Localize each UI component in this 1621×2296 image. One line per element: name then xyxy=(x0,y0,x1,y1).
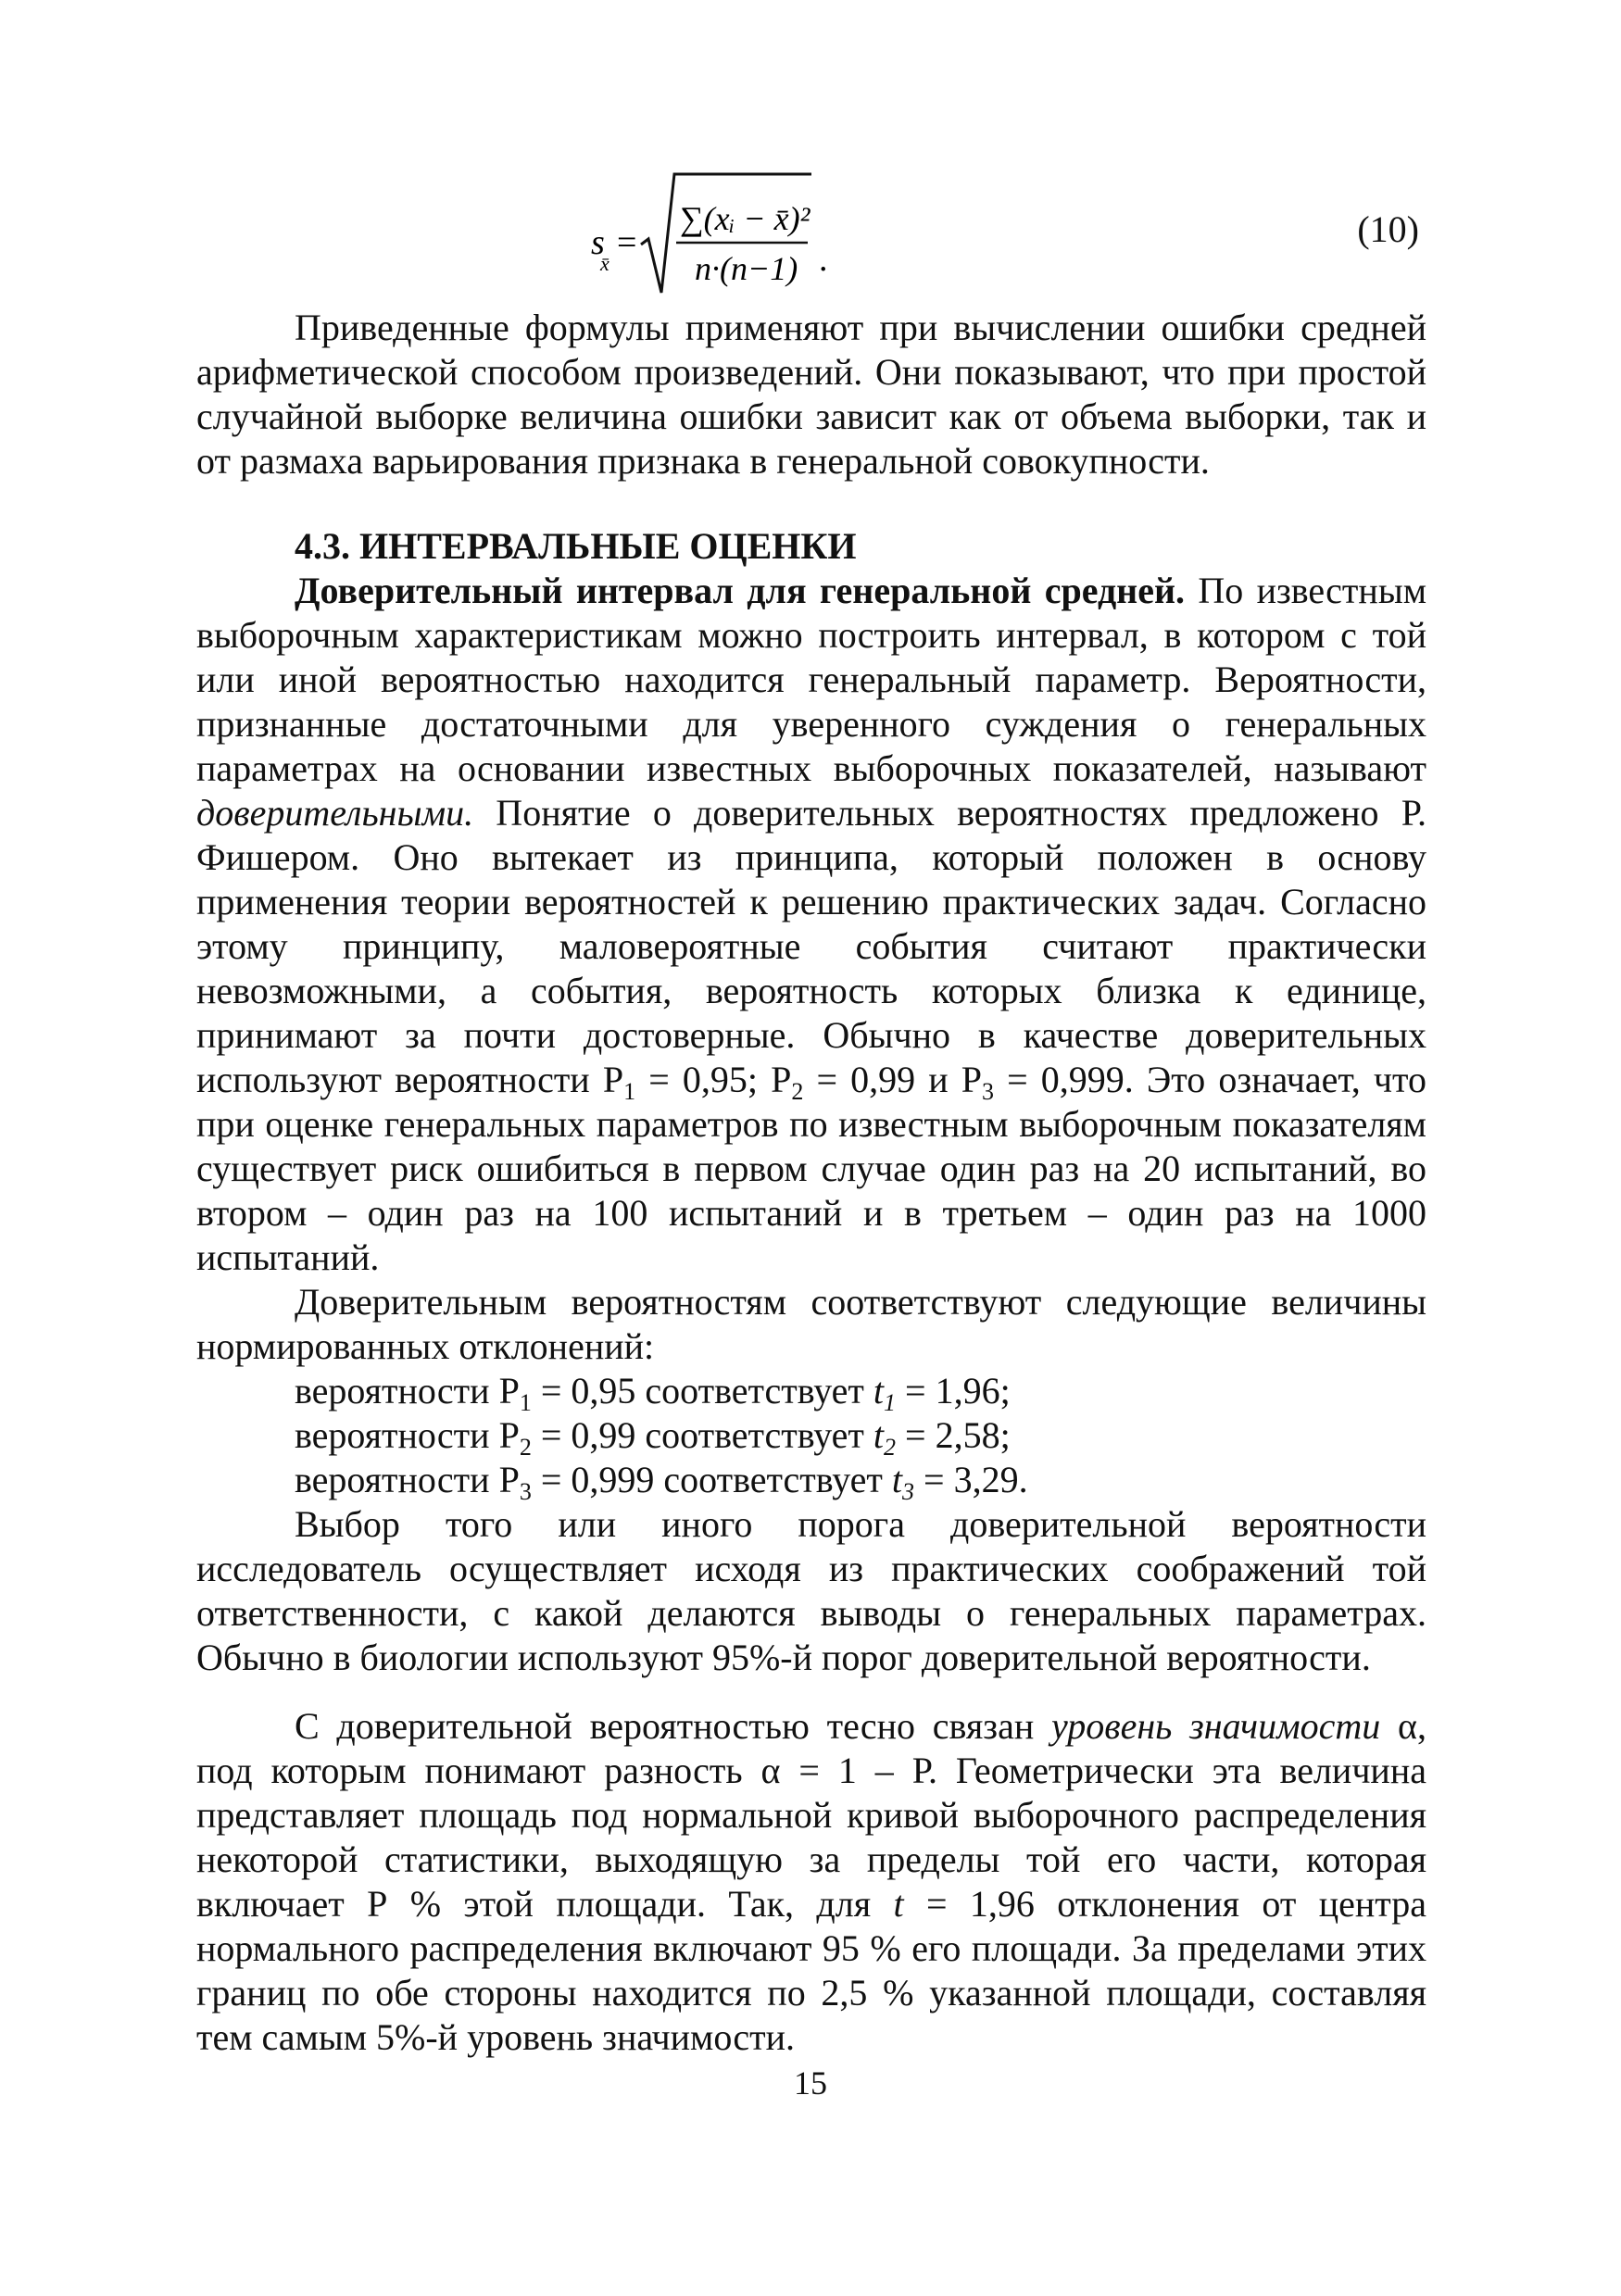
list-item: вероятности $Р_1 = 0,95$ соответствует $t_1 = 1,96$; xyxy=(295,1370,1011,1416)
formula-denominator: n·(n−1) xyxy=(695,250,798,287)
equation-number: (10) xyxy=(1357,208,1419,250)
term-confidence-interval: Доверительный интервал для генеральной средней. xyxy=(295,570,1186,611)
formula-numerator: ∑(xᵢ − x̄)² xyxy=(680,200,810,237)
term-confidence: доверительными. xyxy=(196,792,474,834)
page-content xyxy=(196,167,1426,2060)
formula-10 xyxy=(196,167,1426,306)
formula-period: . xyxy=(819,240,828,279)
formula-lhs-subscript: x̄ xyxy=(600,252,609,275)
page-number: 15 xyxy=(794,2064,827,2102)
std-error-formula xyxy=(576,167,854,306)
formula-lhs: s xyxy=(591,223,605,262)
list-item: вероятности $Р_3 = 0,999$ соответствует $t_3 = 3,29$. xyxy=(295,1459,1028,1505)
list-item: вероятности $Р_2 = 0,99$ соответствует $t_2 = 2,58$; xyxy=(295,1414,1011,1461)
paragraph-confidence-interval: Доверительный интервал для генеральной средней. По известным выборочным характеристикам можно построить интервал, в котором с той или иной вероятностью находится генеральный параметр. Вероятности, признанные достаточными для уверенного суждения о генеральных параметрах на основании известных выборочных показателей, называют доверительными. Понятие о доверительных вероятностях предложено Р. Фишером. Оно вытекает из принципа, который положен в основу применения теории вероятностей к решению практических задач. Согласно этому принципу, маловероятные события считают практически невозможными, а события, вероятность которых близка к единице, принимают за почти достоверные. Обычно в качестве доверительных используют вероятности $Р_1 = 0,95$; $Р_2 = 0,99$ и $Р_3 = 0,999$. Это означает, что при оценке генеральных параметров по известным выборочным показателям существует риск ошибиться в первом случае один раз на 20 испытаний, во втором – один раз на 100 испытаний и в третьем – один раз на 1000 испытаний. xyxy=(196,570,1427,1278)
formula-equals: = xyxy=(617,223,637,262)
paragraph-significance-level: С доверительной вероятностью тесно связан уровень значимости α, под которым понимают разность α = 1 – Р. Геометрически эта величина представляет площадь под нормальной кривой выборочного распределения некоторой статистики, выходящую за пределы той его части, которая включает Р % этой площади. Так, для t = 1,96 отклонения от центра нормального распределения включают 95 % его площади. За пределами этих границ по обе стороны находится по 2,5 % указанной площади, составляя тем самым 5%-й уровень значимости. xyxy=(196,1705,1426,2058)
paragraph-formulas-usage: Приведенные формулы применяют при вычислении ошибки средней арифметической способом произведений. Они показывают, что при простой случайной выборке величина ошибки зависит как от объема выборки, так и от размаха варьирования признака в генеральной совокупности. xyxy=(196,307,1426,482)
paragraph-normalized-deviations: Доверительным вероятностям соответствуют следующие величины нормированных отклонений: xyxy=(196,1281,1426,1367)
term-significance-level: уровень значимости xyxy=(1050,1705,1381,1747)
paragraph-threshold-choice: Выбор того или иного порога доверительной вероятности исследователь осуществляет исходя из практических соображений той ответственности, с какой делаются выводы о генеральных параметрах. Обычно в биологии используют 95%-й порог доверительной вероятности. xyxy=(196,1503,1426,1678)
section-heading: 4.3. ИНТЕРВАЛЬНЫЕ ОЦЕНКИ xyxy=(295,525,857,567)
